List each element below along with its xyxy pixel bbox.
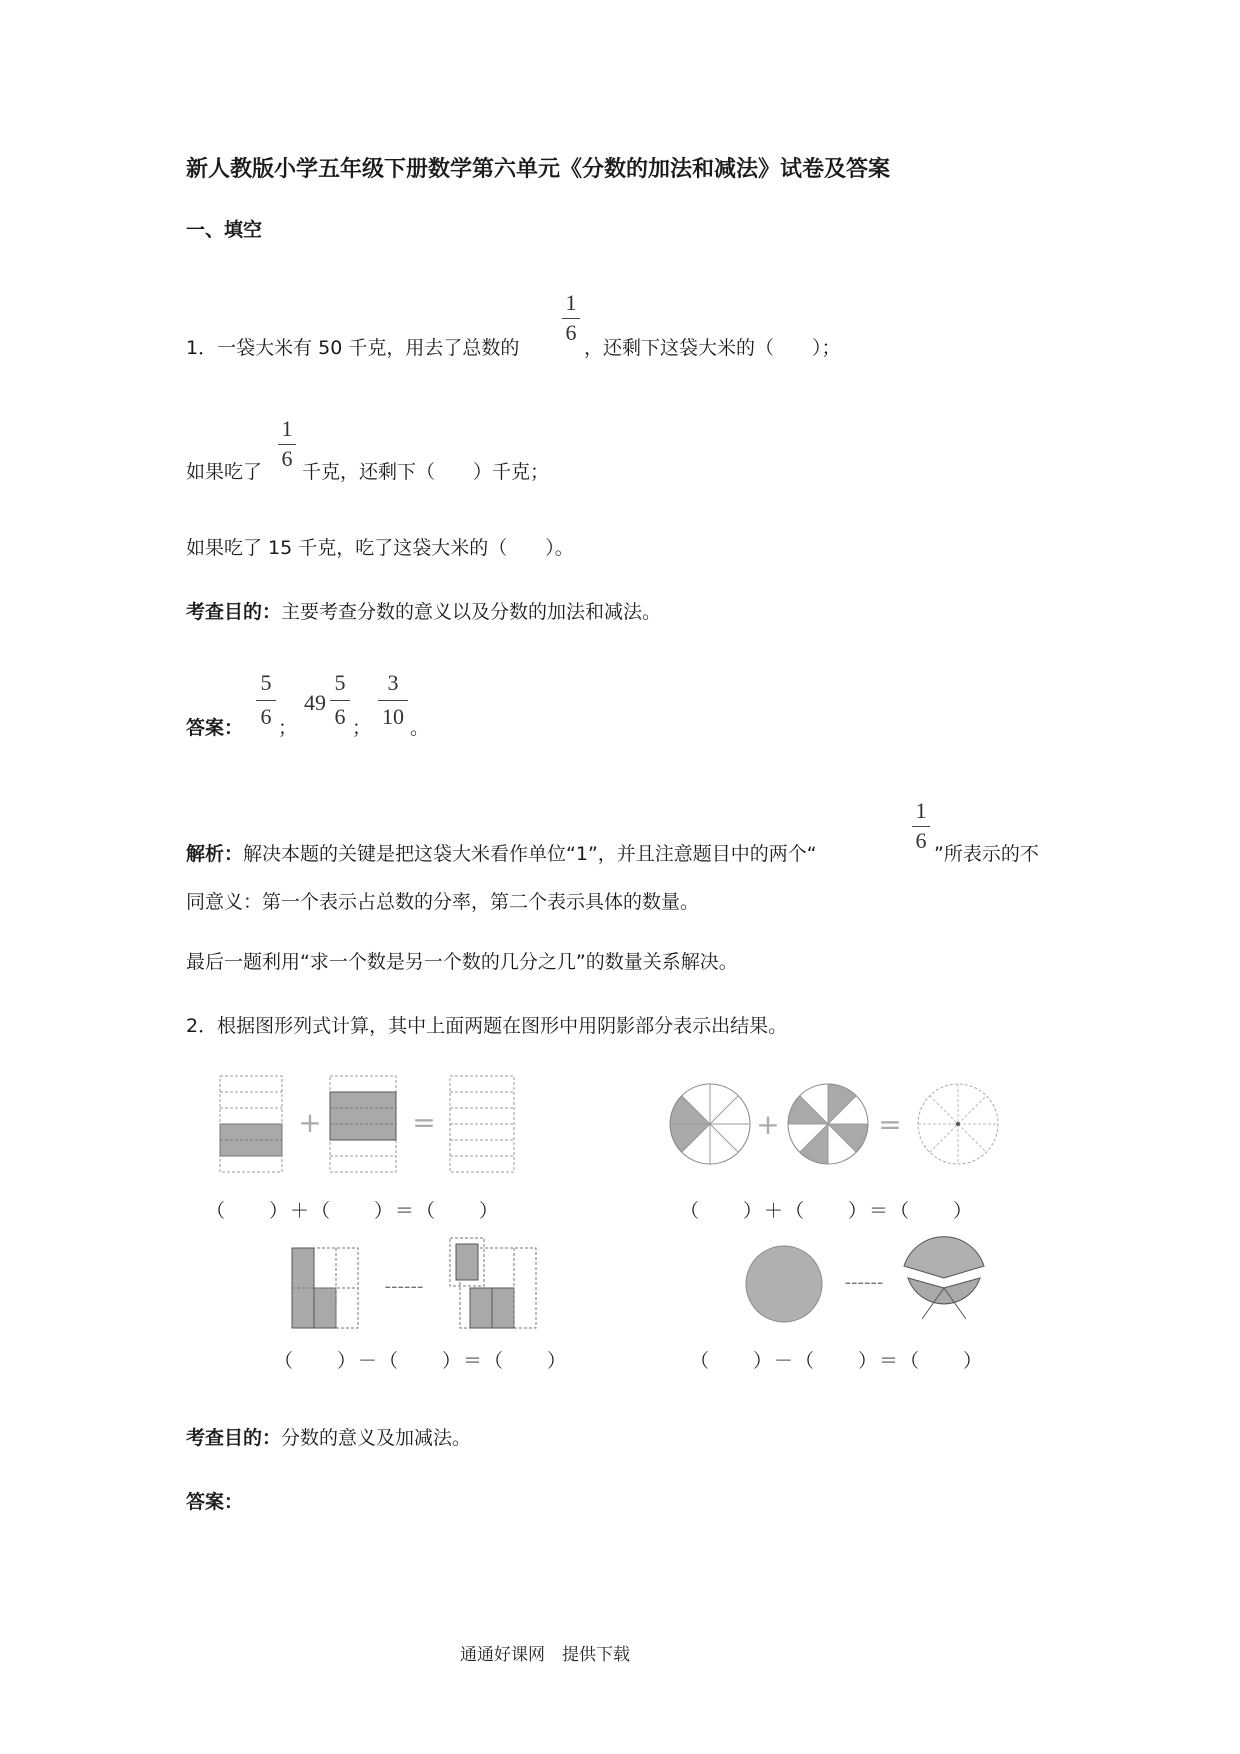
circle-result [918, 1084, 998, 1164]
rectangle-addition-figure [218, 1074, 538, 1184]
fraction-numerator: 1 [565, 290, 577, 315]
minus-sign: ------ [844, 1272, 884, 1293]
page-title: 新人教版小学五年级下册数学第六单元《分数的加法和减法》试卷及答案 [186, 156, 891, 182]
q1-analysis-line3: 最后一题利用“求一个数是另一个数的几分之几”的数量关系解决。 [186, 951, 738, 973]
answer-separator: ； [352, 717, 372, 739]
q1-answer-label: 答案： [186, 717, 244, 739]
plus-sign: + [298, 1106, 322, 1139]
fraction-numerator: 1 [281, 416, 293, 441]
answer-separator: ； [278, 717, 298, 739]
circle-cut [904, 1237, 984, 1319]
fraction-bar [330, 700, 350, 701]
q1-line2-text-a: 如果吃了 [186, 461, 263, 483]
q1-purpose [186, 600, 661, 624]
equals-sign: = [878, 1108, 902, 1141]
purpose-text: 分数的意义及加减法。 [281, 1427, 472, 1449]
fraction-bar [256, 700, 276, 701]
q1-line1-text-a: 1．一袋大米有 50 千克，用去了总数的 [186, 337, 520, 359]
circle-addition-figure [668, 1076, 1008, 1176]
purpose-label: 考查目的： [186, 601, 282, 623]
fraction-denominator: 6 [915, 828, 927, 853]
circle-a [670, 1084, 750, 1164]
purpose-text: 主要考查分数的意义以及分数的加法和减法。 [281, 601, 662, 623]
fraction-numerator: 5 [260, 670, 272, 695]
circle-whole [746, 1246, 822, 1322]
q2-answer-label: 答案： [186, 1491, 244, 1513]
purpose-label: 考查目的： [186, 1427, 282, 1449]
fraction-denominator: 6 [260, 704, 272, 729]
answer-whole-number: 49 [304, 690, 326, 715]
q2-prompt: 2．根据图形列式计算，其中上面两题在图形中用阴影部分表示出结果。 [186, 1015, 788, 1037]
fraction-bar [278, 444, 296, 445]
fraction-bar [378, 700, 408, 701]
q1-line1-text-b: ，还剩下这袋大米的（ ）； [584, 337, 841, 359]
equals-sign: = [412, 1106, 436, 1139]
q1-line2-text-b: 千克，还剩下（ ）千克； [302, 461, 550, 483]
section-heading: 一、填空 [186, 219, 263, 241]
fraction-numerator: 3 [387, 670, 399, 695]
square-subtraction-figure [290, 1236, 580, 1336]
fraction-denominator: 6 [281, 446, 293, 471]
subtraction-equation-left: （ ）－（ ）＝（ ） [274, 1350, 569, 1372]
analysis-text-a: 解决本题的关键是把这袋大米看作单位“1”，并且注意题目中的两个“ [243, 843, 817, 865]
analysis-label: 解析： [186, 843, 244, 865]
rectangle-b [330, 1076, 396, 1172]
q2-purpose [186, 1426, 471, 1450]
answer-end-punct: 。 [410, 717, 430, 739]
fraction-denominator: 10 [382, 704, 404, 729]
subtraction-equation-right: （ ）－（ ）＝（ ） [690, 1350, 985, 1372]
fraction-numerator: 1 [915, 798, 927, 823]
q1-analysis-line2: 同意义：第一个表示占总数的分率，第二个表示具体的数量。 [186, 891, 700, 913]
addition-equation-left: （ ）＋（ ）＝（ ） [206, 1200, 501, 1222]
fraction-bar [912, 826, 930, 827]
square-whole [292, 1248, 358, 1328]
rectangle-a [220, 1076, 282, 1172]
circle-b [788, 1084, 868, 1164]
square-taken [450, 1238, 536, 1328]
fraction-bar [562, 318, 580, 319]
page-footer: 通通好课网 提供下载 [460, 1645, 630, 1665]
fraction-denominator: 6 [334, 704, 346, 729]
addition-equation-right: （ ）＋（ ）＝（ ） [680, 1200, 975, 1222]
q1-analysis-text-b: ”所表示的不 [934, 843, 1039, 865]
q1-analysis-line1 [186, 842, 817, 866]
q1-line3-text: 如果吃了 15 千克，吃了这袋大米的（ ）。 [186, 537, 574, 559]
fraction-denominator: 6 [565, 320, 577, 345]
rectangle-result [450, 1076, 514, 1172]
fraction-numerator: 5 [334, 670, 346, 695]
minus-sign: ------ [384, 1276, 424, 1297]
circle-subtraction-figure [740, 1232, 1010, 1332]
plus-sign: + [756, 1108, 780, 1141]
